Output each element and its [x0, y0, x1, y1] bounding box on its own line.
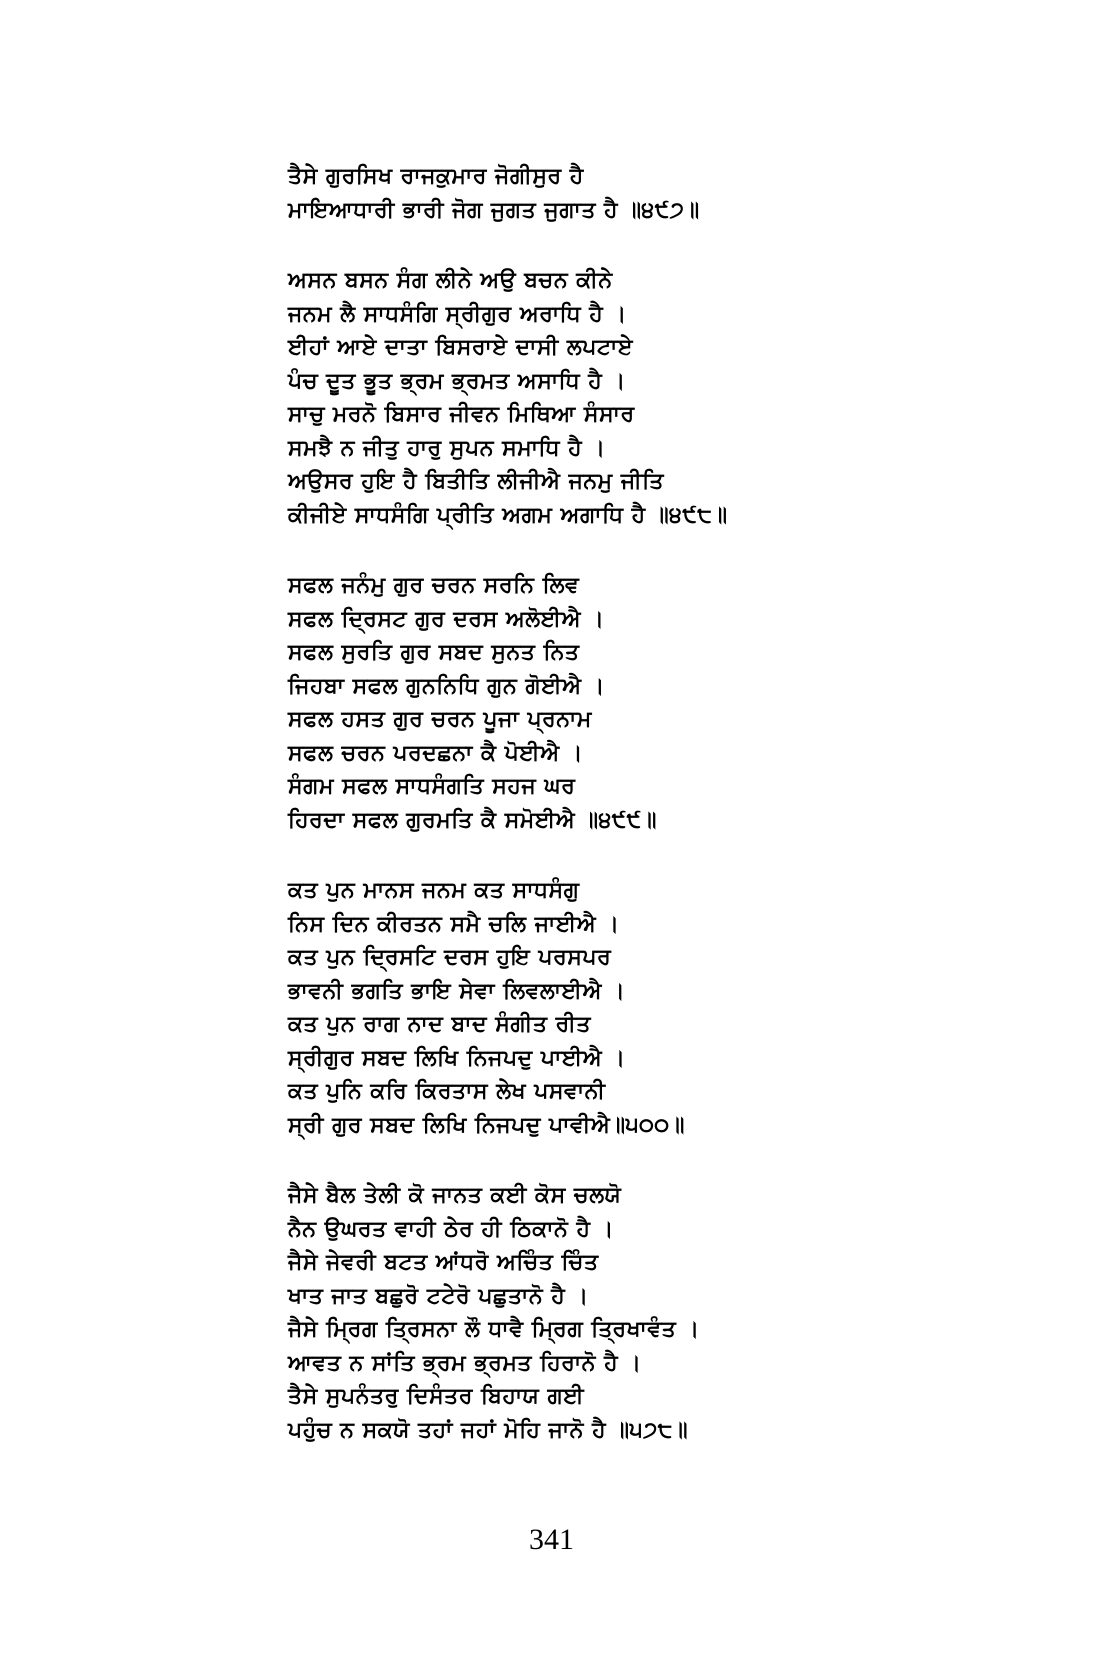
verse-line: ਕਤ ਪੁਨ ਦ੍ਰਿਸਟਿ ਦਰਸ ਹੁਇ ਪਰਸਪਰ: [288, 945, 612, 970]
verse-line: ਕੀਜੀਏ ਸਾਧਸੰਗਿ ਪ੍ਰੀਤਿ ਅਗਮ ਅਗਾਧਿ ਹੈ ॥੪੯੮॥: [288, 502, 728, 528]
verse-line: ਸ੍ਰੀਗੁਰ ਸਬਦ ਲਿਖਿ ਨਿਜਪਦੁ ਪਾਈਐ ।: [288, 1045, 626, 1071]
verse-line: ਸਫਲ ਜਨੰਮੁ ਗੁਰ ਚਰਨ ਸਰਨਿ ਲਿਵ: [288, 573, 580, 598]
verse-line: ਜਨਮ ਲੈ ਸਾਧਸੰਗਿ ਸ੍ਰੀਗੁਰ ਅਰਾਧਿ ਹੈ ।: [288, 301, 627, 327]
verse-line: ਸਮਝੈ ਨ ਜੀਤੁ ਹਾਰੁ ਸੁਪਨ ਸਮਾਧਿ ਹੈ ।: [288, 435, 606, 461]
verse-line: ਤੈਸੇ ਗੁਰਸਿਖ ਰਾਜਕੁਮਾਰ ਜੋਗੀਸੁਰ ਹੈ: [288, 164, 584, 189]
verse-line: ਖਾਤ ਜਾਤ ਬਛੁਰੋ ਟਟੇਰੋ ਪਛੁਤਾਨੋ ਹੈ ।: [288, 1283, 589, 1309]
verse-line: ਸਫਲ ਚਰਨ ਪਰਦਛਨਾ ਕੈ ਪੋਈਐ ।: [288, 740, 584, 766]
verse-line: ਜੈਸੇ ਮ੍ਰਿਗ ਤ੍ਰਿਸਨਾ ਲੌ ਧਾਵੈ ਮ੍ਰਿਗ ਤ੍ਰਿਖਾਵੰਤ ।: [288, 1317, 700, 1342]
verse-line: ਕਤ ਪੁਨ ਰਾਗ ਨਾਦ ਬਾਦ ਸੰਗੀਤ ਰੀਤ: [288, 1012, 591, 1037]
verse-line: ਸਫਲ ਹਸਤ ਗੁਰ ਚਰਨ ਪੂਜਾ ਪ੍ਰਨਾਮ: [288, 707, 592, 732]
verse-line: ਈਹਾਂ ਆਏ ਦਾਤਾ ਬਿਸਰਾਏ ਦਾਸੀ ਲਪਟਾਏ: [288, 335, 633, 360]
stanza-497: [288, 160, 1048, 227]
verse-line: ਭਾਵਨੀ ਭਗਤਿ ਭਾਇ ਸੇਵਾ ਲਿਵਲਾਈਐ ।: [288, 978, 626, 1004]
verse-line: ਤੈਸੇ ਸੁਪਨੰਤਰੁ ਦਿਸੰਤਰ ਬਿਹਾਯ ਗਈ: [288, 1384, 585, 1409]
verse-line: ਮਾਇਆਧਾਰੀ ਭਾਰੀ ਜੋਗ ਜੁਗਤ ਜੁਗਾਤ ਹੈ ॥੪੯੭॥: [288, 197, 700, 223]
verse-line: ਸਫਲ ਦ੍ਰਿਸਟ ਗੁਰ ਦਰਸ ਅਲੋਈਐ ।: [288, 606, 605, 632]
verse-line: ਜੈਸੇ ਬੈਲ ਤੇਲੀ ਕੋ ਜਾਨਤ ਕਈ ਕੋਸ ਚਲਯੋ: [288, 1183, 622, 1208]
verse-line: ਜੈਸੇ ਜੇਵਰੀ ਬਟਤ ਆਂਧਰੋ ਅਚਿੰਤ ਚਿੰਤ: [288, 1250, 599, 1275]
verse-line: ਸੰਗਮ ਸਫਲ ਸਾਧਸੰਗਤਿ ਸਹਜ ਘਰ: [288, 774, 576, 799]
verse-line: ਪਹੁੰਚ ਨ ਸਕਯੋ ਤਹਾਂ ਜਹਾਂ ਮੋਹਿ ਜਾਨੋ ਹੈ ॥੫੭੮॥: [288, 1417, 689, 1443]
verse-line: ਹਿਰਦਾ ਸਫਲ ਗੁਰਮਤਿ ਕੈ ਸਮੋਈਐ ॥੪੯੯॥: [288, 807, 657, 833]
verse-line: ਕਤ ਪੁਨਿ ਕਰਿ ਕਿਰਤਾਸ ਲੇਖ ਪਸਵਾਨੀ: [288, 1079, 606, 1104]
verse-body: [288, 160, 1048, 1447]
stanza-498: [288, 264, 1048, 532]
verse-line: ਪੰਚ ਦੂਤ ਭੂਤ ਭ੍ਰਮ ਭ੍ਰਮਤ ਅਸਾਧਿ ਹੈ ।: [288, 368, 626, 394]
verse-line: ਅਸਨ ਬਸਨ ਸੰਗ ਲੀਨੇ ਅਉ ਬਚਨ ਕੀਨੇ: [288, 268, 613, 293]
page-number: 341: [529, 1523, 574, 1556]
verse-line: ਸਫਲ ਸੁਰਤਿ ਗੁਰ ਸਬਦ ਸੁਨਤ ਨਿਤ: [288, 640, 580, 665]
verse-line: ਨੈਨ ਉਘਰਤ ਵਾਹੀ ਠੇਰ ਹੀ ਠਿਕਾਨੋ ਹੈ ।: [288, 1216, 614, 1242]
verse-line: ਕਤ ਪੁਨ ਮਾਨਸ ਜਨਮ ਕਤ ਸਾਧਸੰਗੁ: [288, 878, 580, 903]
verse-line: ਨਿਸ ਦਿਨ ਕੀਰਤਨ ਸਮੈ ਚਲਿ ਜਾਈਐ ।: [288, 911, 620, 937]
stanza-500: [288, 874, 1048, 1142]
verse-line: ਜਿਹਬਾ ਸਫਲ ਗੁਨਨਿਧਿ ਗੁਨ ਗੋਈਐ ।: [288, 673, 605, 699]
stanza-578: [288, 1179, 1048, 1447]
verse-line: ਆਵਤ ਨ ਸਾਂਤਿ ਭ੍ਰਮ ਭ੍ਰਮਤ ਹਿਰਾਨੋ ਹੈ ।: [288, 1350, 642, 1376]
verse-line: ਸਾਚੁ ਮਰਨੋ ਬਿਸਾਰ ਜੀਵਨ ਮਿਥਿਆ ਸੰਸਾਰ: [288, 402, 635, 427]
verse-line: ਸ੍ਰੀ ਗੁਰ ਸਬਦ ਲਿਖਿ ਨਿਜਪਦੁ ਪਾਵੀਐ॥੫੦੦॥: [288, 1112, 685, 1138]
stanza-499: [288, 569, 1048, 837]
verse-line: ਅਉਸਰ ਹੁਇ ਹੈ ਬਿਤੀਤਿ ਲੀਜੀਐ ਜਨਮੁ ਜੀਤਿ: [288, 469, 664, 494]
